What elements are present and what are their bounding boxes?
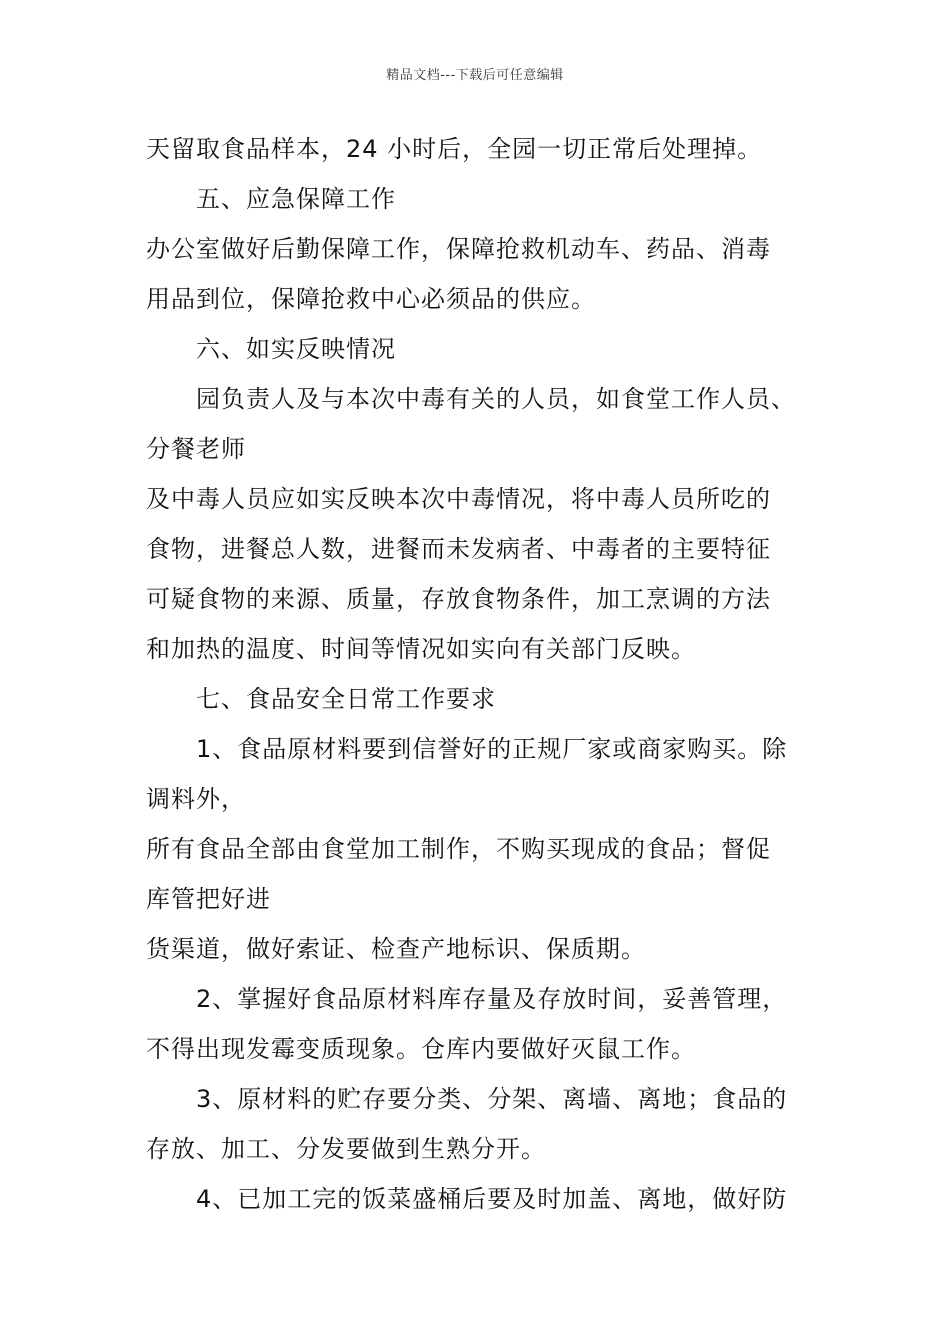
text-line: 办公室做好后勤保障工作，保障抢救机动车、药品、消毒 [146, 235, 771, 263]
text-line: 1、食品原材料要到信誉好的正规厂家或商家购买。除 [196, 735, 788, 763]
text-line: 和加热的温度、时间等情况如实向有关部门反映。 [146, 635, 696, 663]
text-line: 园负责人及与本次中毒有关的人员，如食堂工作人员、 [196, 385, 796, 413]
text-line: 用品到位，保障抢救中心必须品的供应。 [146, 285, 596, 313]
text-line: 食物，进餐总人数，进餐而未发病者、中毒者的主要特征 [146, 535, 771, 563]
section-heading: 七、食品安全日常工作要求 [196, 685, 496, 713]
text-line: 调料外， [146, 785, 246, 813]
text-line: 3、原材料的贮存要分类、分架、离墙、离地；食品的 [196, 1085, 788, 1113]
section-heading: 五、应急保障工作 [196, 185, 396, 213]
text-line: 库管把好进 [146, 885, 271, 913]
text-line: 天留取食品样本，24 小时后，全园一切正常后处理掉。 [146, 135, 763, 163]
text-line: 货渠道，做好索证、检查产地标识、保质期。 [146, 935, 646, 963]
text-line: 2、掌握好食品原材料库存量及存放时间，妥善管理， [196, 985, 788, 1013]
section-heading: 六、如实反映情况 [196, 335, 396, 363]
text-line: 可疑食物的来源、质量，存放食物条件，加工烹调的方法 [146, 585, 771, 613]
text-line: 所有食品全部由食堂加工制作，不购买现成的食品；督促 [146, 835, 771, 863]
text-line: 存放、加工、分发要做到生熟分开。 [146, 1135, 546, 1163]
text-line: 不得出现发霉变质现象。仓库内要做好灭鼠工作。 [146, 1035, 696, 1063]
text-line: 分餐老师 [146, 435, 246, 463]
text-line: 及中毒人员应如实反映本次中毒情况，将中毒人员所吃的 [146, 485, 771, 513]
page-header: 精品文档---下载后可任意编辑 [386, 68, 564, 83]
text-line: 4、已加工完的饭菜盛桶后要及时加盖、离地，做好防 [196, 1185, 788, 1213]
